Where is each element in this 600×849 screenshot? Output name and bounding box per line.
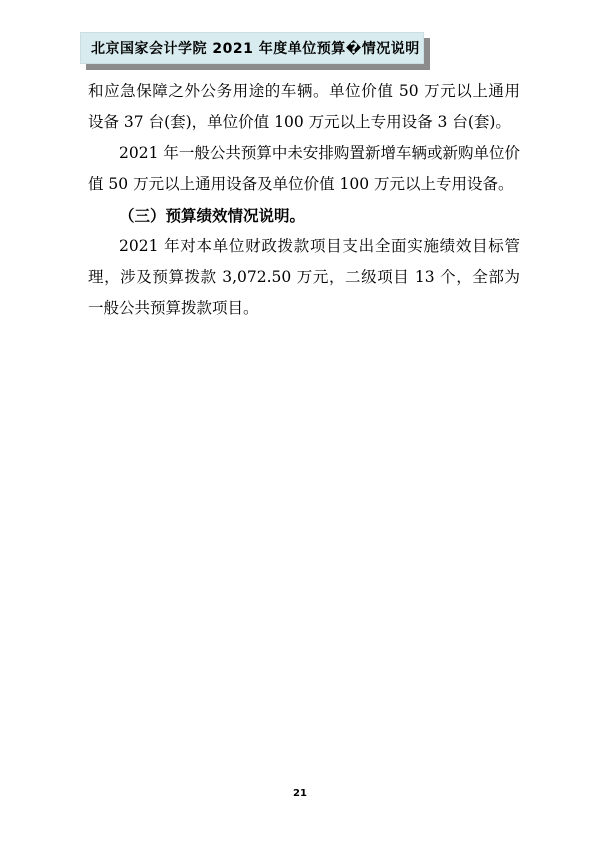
document-body	[88, 76, 520, 324]
paragraph-no-new-purchases: 2021 年一般公共预算中未安排购置新增车辆或新购单位价值 50 万元以上通用设备及单位价值 100 万元以上专用设备。	[88, 144, 520, 193]
page-header	[80, 32, 424, 64]
paragraph-vehicles-equipment: 和应急保障之外公务用途的车辆。单位价值 50 万元以上通用设备 37 台(套)，单位价值 100 万元以上专用设备 3 台(套)。	[88, 82, 520, 131]
header-title: 北京国家会计学院 2021 年度单位预算�情况说明	[91, 41, 420, 57]
page-number: 21	[293, 788, 307, 799]
section-heading-performance: （三）预算绩效情况说明。	[119, 206, 306, 225]
paragraph-performance-management: 2021 年对本单位财政拨款项目支出全面实施绩效目标管理，涉及预算拨款 3,072.50 万元，二级项目 13 个，全部为一般公共预算拨款项目。	[88, 237, 520, 317]
